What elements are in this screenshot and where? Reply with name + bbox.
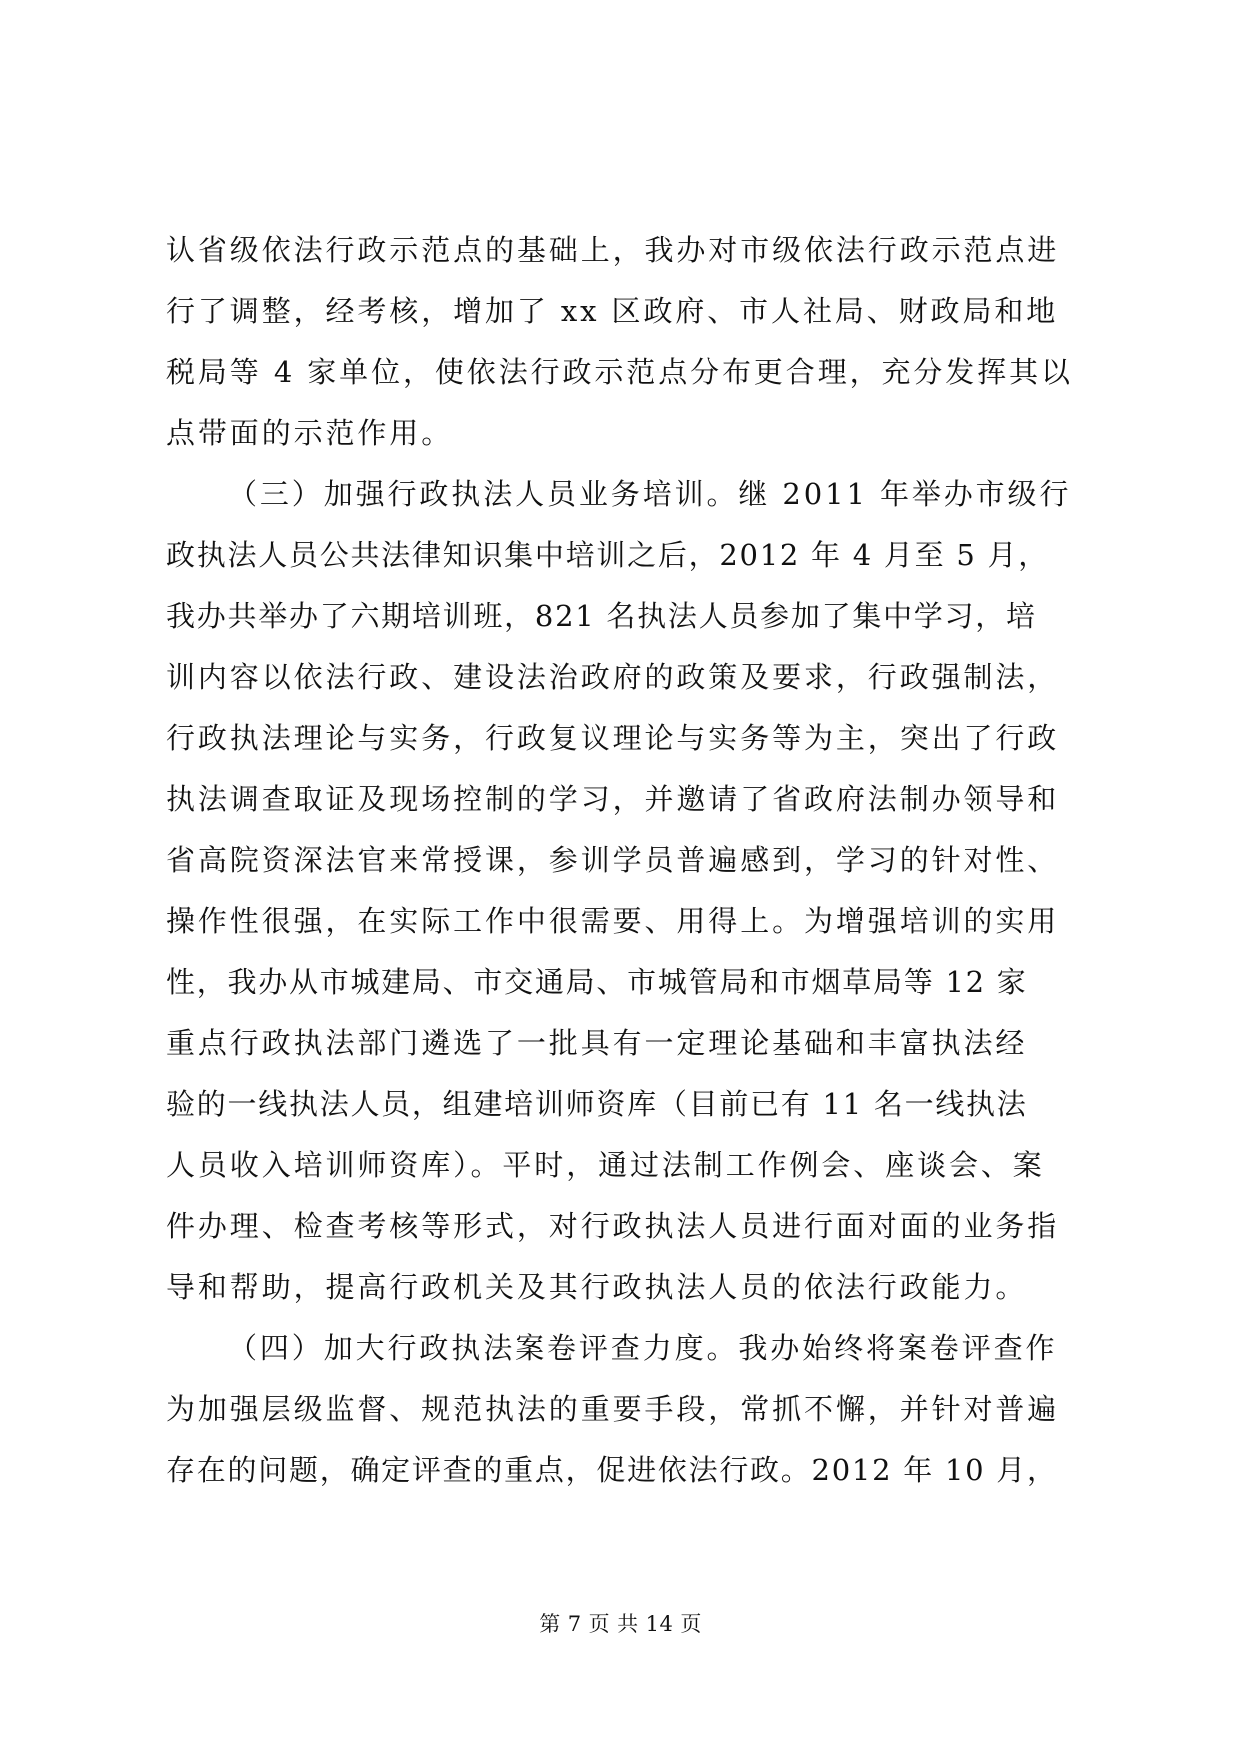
text-line: 人员收入培训师资库）。平时，通过法制工作例会、座谈会、案 xyxy=(166,1148,1045,1182)
text-line: 存在的问题，确定评查的重点，促进依法行政。2012 年 10 月， xyxy=(166,1453,1058,1487)
text-line: 验的一线执法人员，组建培训师资库（目前已有 11 名一线执法 xyxy=(166,1087,1028,1121)
text-line: 税局等 4 家单位，使依法行政示范点分布更合理，充分发挥其以 xyxy=(166,355,1073,389)
text-line: 我办共举办了六期培训班，821 名执法人员参加了集中学习，培 xyxy=(166,599,1037,633)
text-line: 政执法人员公共法律知识集中培训之后，2012 年 4 月至 5 月， xyxy=(166,538,1049,572)
text-line: 执法调查取证及现场控制的学习，并邀请了省政府法制办领导和 xyxy=(166,782,1060,816)
text-line: 认省级依法行政示范点的基础上，我办对市级依法行政示范点进 xyxy=(166,233,1060,267)
paragraph-start-line: （四）加大行政执法案卷评查力度。我办始终将案卷评查作 xyxy=(228,1331,1058,1365)
text-line: 为加强层级监督、规范执法的重要手段，常抓不懈，并针对普遍 xyxy=(166,1392,1060,1426)
text-line: 导和帮助，提高行政机关及其行政执法人员的依法行政能力。 xyxy=(166,1270,1028,1304)
text-line: 操作性很强，在实际工作中很需要、用得上。为增强培训的实用 xyxy=(166,904,1060,938)
text-line: 省高院资深法官来常授课，参训学员普遍感到，学习的针对性、 xyxy=(166,843,1060,877)
text-line: 性，我办从市城建局、市交通局、市城管局和市烟草局等 12 家 xyxy=(166,965,1028,999)
text-line: 行政执法理论与实务，行政复议理论与实务等为主，突出了行政 xyxy=(166,721,1060,755)
text-line: 重点行政执法部门遴选了一批具有一定理论基础和丰富执法经 xyxy=(166,1026,1028,1060)
text-line: 训内容以依法行政、建设法治政府的政策及要求，行政强制法， xyxy=(166,660,1060,694)
text-line: 点带面的示范作用。 xyxy=(166,416,454,450)
paragraph-start-line: （三）加强行政执法人员业务培训。继 2011 年举办市级行 xyxy=(228,477,1072,511)
text-line: 件办理、检查考核等形式，对行政执法人员进行面对面的业务指 xyxy=(166,1209,1060,1243)
page-number-footer: 第 7 页 共 14 页 xyxy=(539,1612,702,1636)
body-text xyxy=(166,232,1076,1513)
text-line: 行了调整，经考核，增加了 xx 区政府、市人社局、财政局和地 xyxy=(166,294,1059,328)
